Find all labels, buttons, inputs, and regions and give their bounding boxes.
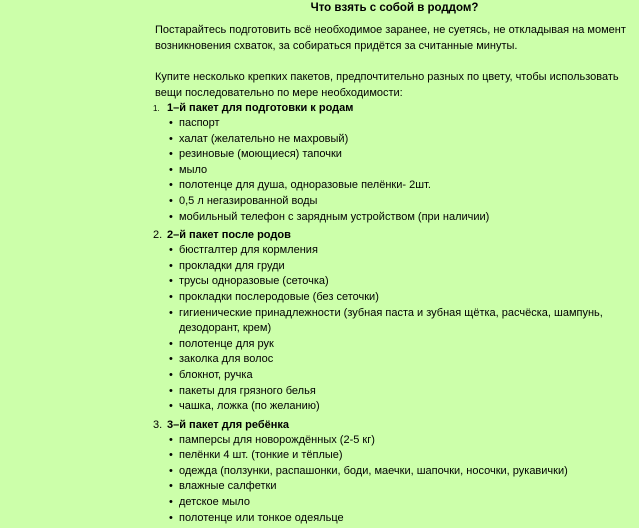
list-item: • памперсы для новорождённых (2-5 кг) xyxy=(153,433,633,449)
list-item: • чашка, ложка (по желанию) xyxy=(153,399,633,415)
list-item: • детское мыло xyxy=(153,495,633,511)
list-item: • трусы одноразовые (сеточка) xyxy=(153,274,633,290)
section-title: 3–й пакет для ребёнка xyxy=(167,418,290,431)
list-item: • полотенце или тонкое одеяльце xyxy=(153,511,633,527)
list-item: • влажные салфетки xyxy=(153,479,633,495)
list-item: • полотенце для рук xyxy=(153,337,633,353)
list-item: • пакеты для грязного белья xyxy=(153,384,633,400)
section-number: 1. xyxy=(153,104,160,113)
list-item: • бюстгалтер для кормления xyxy=(153,243,633,259)
section-3 xyxy=(153,417,633,527)
list-item: • прокладки для груди xyxy=(153,259,633,275)
list-item: • резиновые (моющиеся) тапочки xyxy=(153,147,633,163)
list-item: • пелёнки 4 шт. (тонкие и тёплые) xyxy=(153,448,633,464)
list-item: • паспорт xyxy=(153,116,633,132)
section-1 xyxy=(153,100,633,225)
section-number: 2. xyxy=(153,229,163,242)
section-title: 1–й пакет для подготовки к родам xyxy=(167,102,354,114)
list-item: • полотенце для душа, одноразовые пелёнки- 2шт. xyxy=(153,178,633,194)
section-items xyxy=(153,433,633,527)
page-title: Что взять с собой в роддом? xyxy=(310,2,479,14)
list-item: • мыло xyxy=(153,163,633,179)
list-item: • 0,5 л негазированной воды xyxy=(153,194,633,210)
section-number: 3. xyxy=(153,418,163,431)
lead-paragraph: Купите несколько крепких пакетов, предпочтительно разных по цвету, чтобы использовать вещи последовательно по мере необходимости: xyxy=(155,71,619,99)
section-items xyxy=(153,243,633,415)
intro-paragraph: Постарайтесь подготовить всё необходимое заранее, не суетясь, не откладывая на момент возникновения схваток, за собираться придётся за считанные минуты. xyxy=(155,24,626,52)
list-item: • халат (желательно не махровый) xyxy=(153,132,633,148)
list-item: • блокнот, ручка xyxy=(153,368,633,384)
section-items xyxy=(153,116,633,225)
list-item: • одежда (ползунки, распашонки, боди, маечки, шапочки, носочки, рукавички) xyxy=(153,464,633,480)
list-item: • мобильный телефон с зарядным устройством (при наличии) xyxy=(153,210,633,226)
list-item: • гигиенические принадлежности (зубная паста и зубная щётка, расчёска, шампунь, дезодорант, крем) xyxy=(153,306,633,337)
list-item: • прокладки послеродовые (без сеточки) xyxy=(153,290,633,306)
list-item: • заколка для волос xyxy=(153,352,633,368)
section-2 xyxy=(153,227,633,415)
section-title: 2–й пакет после родов xyxy=(167,229,291,242)
sections-list xyxy=(153,100,633,526)
